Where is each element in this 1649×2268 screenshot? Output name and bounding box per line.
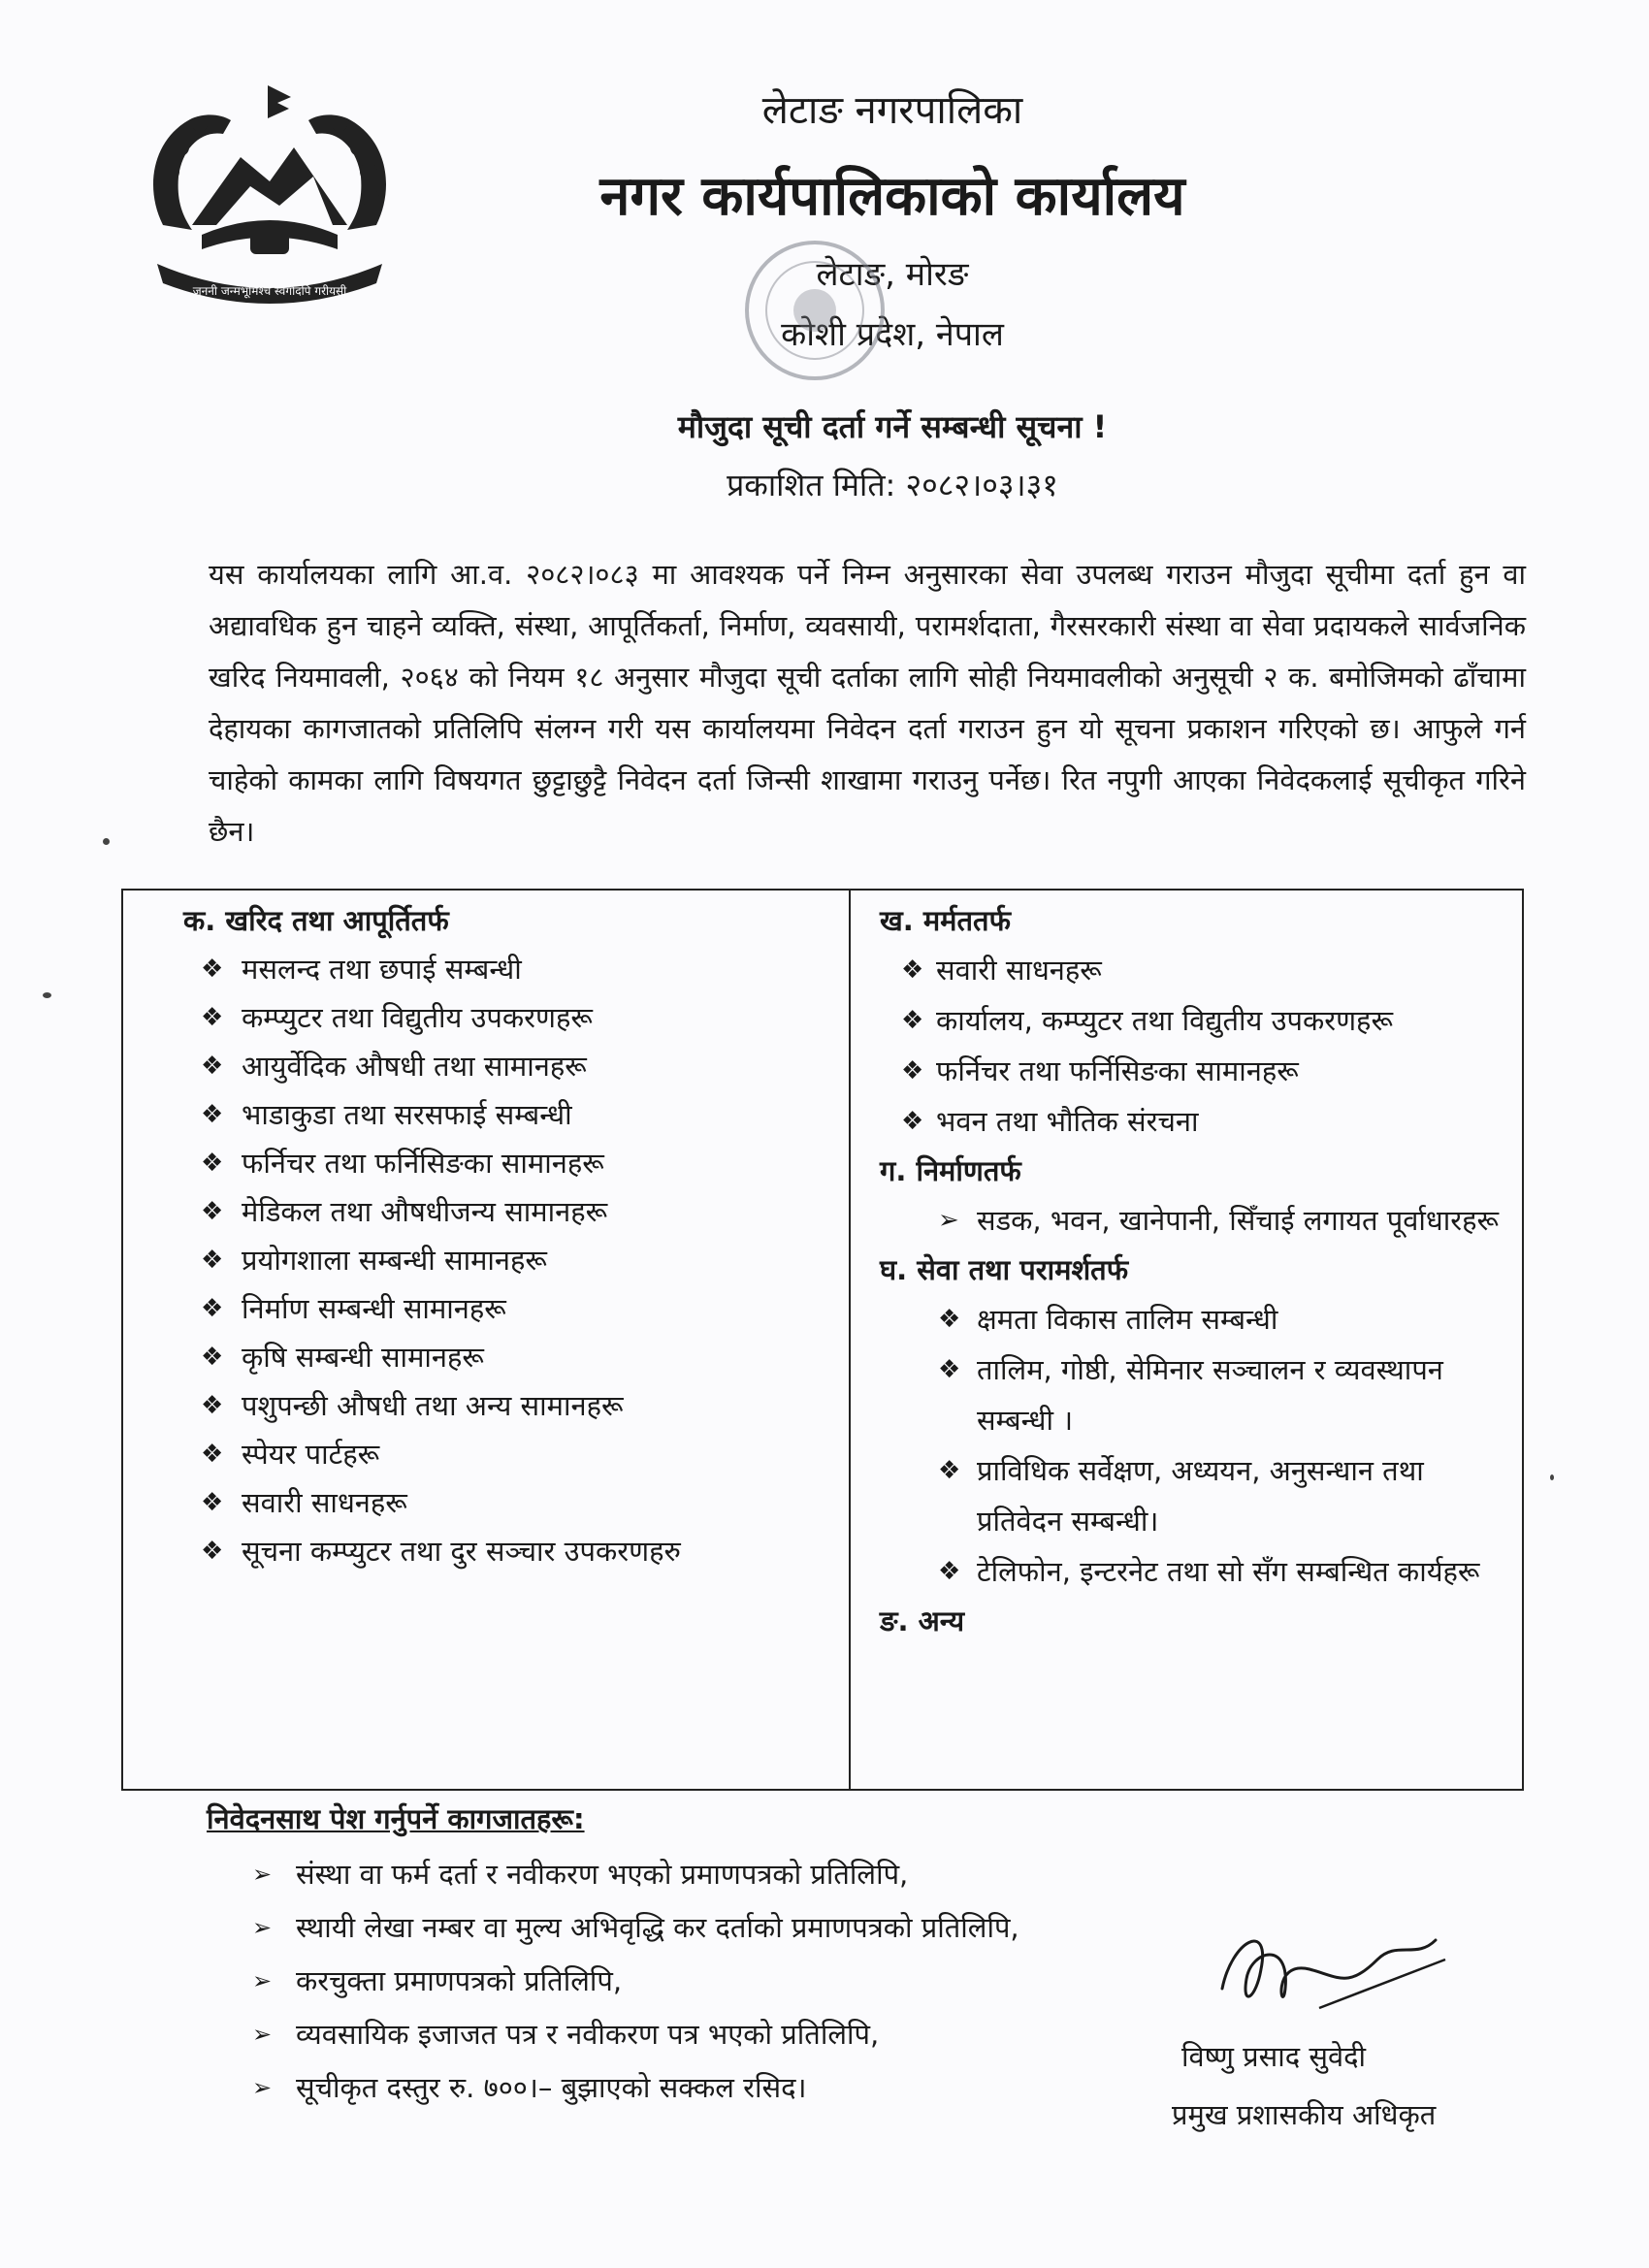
list-item: ❖ प्रयोगशाला सम्बन्धी सामानहरू	[183, 1236, 833, 1284]
right-categories-column	[880, 896, 1501, 1645]
diamond-bullet-icon: ❖	[201, 1343, 224, 1372]
documents-heading: निवेदनसाथ पेश गर्नुपर्ने कागजातहरू:	[207, 1802, 585, 1835]
category-kha-title: ख. मर्मततर्फ	[880, 904, 1011, 937]
scan-speck	[43, 992, 51, 998]
diamond-bullet-icon: ❖	[201, 1197, 224, 1226]
document-item: ➢ संस्था वा फर्म दर्ता र नवीकरण भएको प्रमाणपत्रको प्रतिलिपि,	[252, 1848, 1019, 1901]
notice-subject: मौजुदा सूची दर्ता गर्ने सम्बन्धी सूचना !	[677, 408, 1108, 445]
diamond-bullet-icon: ❖	[201, 1294, 224, 1323]
diamond-bullet-icon: ❖	[201, 1391, 224, 1420]
list-item: ❖ प्राविधिक सर्वेक्षण, अध्ययन, अनुसन्धान तथा प्रतिवेदन सम्बन्धी।	[880, 1445, 1501, 1546]
diamond-bullet-icon: ❖	[201, 1537, 224, 1566]
published-date: प्रकाशित मिति: २०८२।०३।३१	[727, 467, 1058, 503]
list-item: ❖ भवन तथा भौतिक संरचना	[880, 1096, 1501, 1147]
categories-table	[121, 889, 1524, 1791]
arrow-bullet-icon: ➢	[252, 1967, 273, 1994]
arrow-bullet-icon: ➢	[252, 1914, 273, 1941]
list-item: ❖ मसलन्द तथा छपाई सम्बन्धी	[183, 945, 833, 993]
category-ga-title: ग. निर्माणतर्फ	[880, 1154, 1021, 1187]
arrow-bullet-icon: ➢	[252, 1861, 273, 1888]
diamond-bullet-icon: ❖	[201, 1149, 224, 1178]
diamond-bullet-icon: ❖	[901, 1107, 924, 1136]
list-item: ❖ कम्प्युटर तथा विद्युतीय उपकरणहरू	[183, 993, 833, 1042]
diamond-bullet-icon: ❖	[938, 1355, 961, 1384]
diamond-bullet-icon: ❖	[201, 1246, 224, 1275]
list-item: ❖ फर्निचर तथा फर्निसिङका सामानहरू	[880, 1046, 1501, 1096]
diamond-bullet-icon: ❖	[938, 1557, 961, 1586]
list-item: ❖ भाडाकुडा तथा सरसफाई सम्बन्धी	[183, 1090, 833, 1139]
diamond-bullet-icon: ❖	[201, 1488, 224, 1517]
list-item: ❖ कृषि सम्बन्धी सामानहरू	[183, 1333, 833, 1381]
scan-speck	[1550, 1474, 1554, 1480]
list-item: ❖ तालिम, गोष्ठी, सेमिनार सञ्चालन र व्यवस्थापन सम्बन्धी ।	[880, 1345, 1501, 1445]
municipality-name: लेटाङ नगरपालिका	[761, 88, 1023, 133]
handwritten-signature	[1203, 1901, 1455, 2047]
diamond-bullet-icon: ❖	[901, 956, 924, 985]
diamond-bullet-icon: ❖	[901, 1056, 924, 1085]
category-nga-title: ङ. अन्य	[880, 1604, 965, 1637]
diamond-bullet-icon: ❖	[201, 1100, 224, 1129]
scan-speck	[103, 838, 110, 845]
list-item: ❖ सवारी साधनहरू	[880, 945, 1501, 995]
list-item: ❖ सूचना कम्प्युटर तथा दुर सञ्चार उपकरणहरु	[183, 1527, 833, 1575]
document-item: ➢ सूचीकृत दस्तुर रु. ७००।– बुझाएको सक्कल रसिद।	[252, 2061, 1019, 2115]
list-item: ❖ क्षमता विकास तालिम सम्बन्धी	[880, 1294, 1501, 1345]
office-location: लेटाङ, मोरङ	[816, 255, 969, 294]
arrow-bullet-icon: ➢	[252, 2074, 273, 2101]
documents-list	[252, 1848, 1019, 2115]
list-item: ❖ आयुर्वेदिक औषधी तथा सामानहरू	[183, 1042, 833, 1090]
list-item: ❖ निर्माण सम्बन्धी सामानहरू	[183, 1284, 833, 1333]
document-item: ➢ करचुक्ता प्रमाणपत्रको प्रतिलिपि,	[252, 1955, 1019, 2008]
arrow-bullet-icon: ➢	[252, 2021, 273, 2048]
list-item: ❖ स्पेयर पार्टहरू	[183, 1430, 833, 1478]
diamond-bullet-icon: ❖	[201, 1052, 224, 1081]
diamond-bullet-icon: ❖	[938, 1305, 961, 1334]
diamond-bullet-icon: ❖	[201, 955, 224, 984]
list-item: ❖ टेलिफोन, इन्टरनेट तथा सो सँग सम्बन्धित कार्यहरू	[880, 1546, 1501, 1597]
signatory-name: विष्णु प्रसाद सुवेदी	[1181, 2040, 1367, 2073]
list-item: ❖ फर्निचर तथा फर्निसिङका सामानहरू	[183, 1139, 833, 1187]
list-item: ❖ कार्यालय, कम्प्युटर तथा विद्युतीय उपकरणहरू	[880, 995, 1501, 1046]
office-province: कोशी प्रदेश, नेपाल	[781, 315, 1004, 354]
diamond-bullet-icon: ❖	[201, 1003, 224, 1032]
list-item: ❖ मेडिकल तथा औषधीजन्य सामानहरू	[183, 1187, 833, 1236]
emblem-motto: जननी जन्मभूमिश्च स्वर्गादपि गरीयसी	[192, 284, 347, 298]
column-divider	[849, 891, 851, 1789]
arrow-bullet-icon: ➢	[938, 1206, 959, 1235]
diamond-bullet-icon: ❖	[901, 1006, 924, 1035]
list-item: ➢ सडक, भवन, खानेपानी, सिँचाई लगायत पूर्वाधारहरू	[880, 1195, 1501, 1246]
office-title: नगर कार्यपालिकाको कार्यालय	[599, 165, 1185, 228]
category-gha-title: घ. सेवा तथा परामर्शतर्फ	[880, 1253, 1129, 1286]
category-ka-title: क. खरिद तथा आपूर्तितर्फ	[183, 904, 449, 937]
procurement-column	[183, 896, 833, 1575]
list-item: ❖ सवारी साधनहरू	[183, 1478, 833, 1527]
diamond-bullet-icon: ❖	[938, 1456, 961, 1485]
office-stamp	[718, 233, 912, 407]
intro-paragraph: यस कार्यालयका लागि आ.व. २०८२।०८३ मा आवश्यक पर्ने निम्न अनुसारका सेवा उपलब्ध गराउन मौजुदा सूचीमा दर्ता हुन वा अद्यावधिक हुन चाहने व्यक्ति, संस्था, आपूर्तिकर्ता, निर्माण, व्यवसायी, परामर्शदाता, गैरसरकारी संस्था वा सेवा प्रदायकले सार्वजनिक खरिद नियमावली, २०६४ को नियम १८ अनुसार मौजुदा सूची दर्ताका लागि सोही नियमावलीको अनुसूची २ क. बमोजिमको ढाँचामा देहायका कागजातको प्रतिलिपि संलग्न गरी यस कार्यालयमा निवेदन दर्ता गराउन हुन यो सूचना प्रकाशन गरिएको छ। आफुले गर्न चाहेको कामका लागि विषयगत छुट्टाछुट्टै निवेदन दर्ता जिन्सी शाखामा गराउनु पर्नेछ। रित नपुगी आएका निवेदकलाई सूचीकृत गरिने छैन।	[209, 558, 1526, 848]
list-item: ❖ पशुपन्छी औषधी तथा अन्य सामानहरू	[183, 1381, 833, 1430]
diamond-bullet-icon: ❖	[201, 1440, 224, 1469]
signatory-title: प्रमुख प्रशासकीय अधिकृत	[1172, 2098, 1437, 2131]
document-item: ➢ व्यवसायिक इजाजत पत्र र नवीकरण पत्र भएको प्रतिलिपि,	[252, 2008, 1019, 2061]
document-item: ➢ स्थायी लेखा नम्बर वा मुल्य अभिवृद्धि कर दर्ताको प्रमाणपत्रको प्रतिलिपि,	[252, 1901, 1019, 1955]
